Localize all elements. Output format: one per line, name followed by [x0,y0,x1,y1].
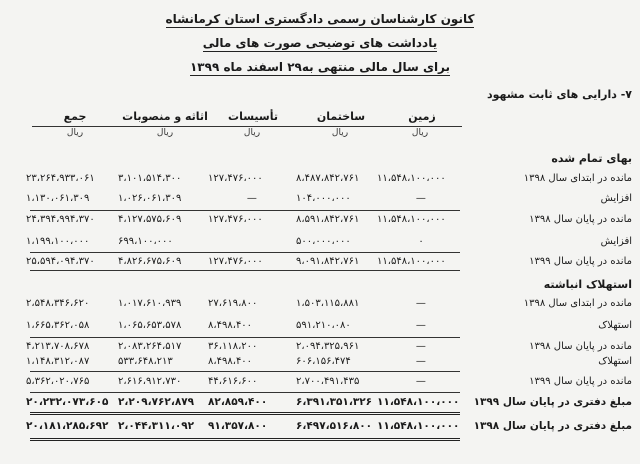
cell-furniture: ۱،۰۱۷،۶۱۰،۹۳۹ [118,298,182,309]
cell-building: ۹،۰۹۱،۸۴۲،۷۶۱ [296,256,360,267]
cell-furniture: ۱،۰۲۶،۰۶۱،۳۰۹ [118,193,182,204]
row-label: مانده در ابتدای سال ۱۳۹۸ [523,298,632,309]
cell-total: ۱،۱۴۸،۳۱۲،۰۸۷ [26,356,90,367]
column-header-furniture: اثاثه و منصوبات [122,110,208,123]
unit-label-land: ریال [411,128,429,138]
column-header-installations: تأسیسات [228,110,278,123]
cell-installations: ۸۲،۸۵۹،۴۰۰ [208,396,268,408]
table-row [0,356,640,372]
cell-installations: — [246,193,258,204]
cell-building: ۵۹۱،۲۱۰،۰۸۰ [296,320,351,331]
cell-building: ۸،۵۹۱،۸۴۲،۷۶۱ [296,214,360,225]
cell-installations: ۱۲۷،۴۷۶،۰۰۰ [208,214,263,225]
row-label: مانده در پایان سال ۱۳۹۸ [529,214,632,225]
row-label: استهلاک [598,320,632,331]
cell-building: ۲،۷۰۰،۴۹۱،۴۳۵ [296,376,360,387]
column-header-land: زمین [408,110,436,123]
cell-furniture: ۵۳۳،۶۴۸،۲۱۳ [118,356,173,367]
cell-land: — [415,193,427,204]
cell-furniture: ۴،۸۲۶،۶۷۵،۶۰۹ [118,256,182,267]
document-subtitle: یادداشت های توضیحی صورت های مالی [202,36,438,50]
cell-building: ۱،۵۰۳،۱۱۵،۸۸۱ [296,298,360,309]
table-row [0,193,640,209]
row-label: استهلاک [598,356,632,367]
cell-land: — [415,341,427,352]
table-row [0,320,640,336]
row-label: مانده در پایان سال ۱۳۹۹ [529,376,632,387]
cell-land: ۱۱،۵۴۸،۱۰۰،۰۰۰ [377,214,446,225]
document-org-title: کانون کارشناسان رسمی دادگستری استان کرمانشاه [165,12,475,26]
total-row [0,420,640,436]
document-period: برای سال مالی منتهی به۲۹ اسفند ماه ۱۳۹۹ [189,60,451,74]
cell-total: ۴،۲۱۳،۷۰۸،۶۷۸ [26,341,90,352]
rule-line [30,392,460,393]
cell-total: ۲۵،۵۹۴،۰۹۴،۳۷۰ [26,256,95,267]
cell-total: ۵،۳۶۲،۰۲۰،۷۶۵ [26,376,90,387]
cell-furniture: ۴،۱۲۷،۵۷۵،۶۰۹ [118,214,182,225]
cell-installations: ۴۴،۶۱۶،۶۰۰ [208,376,258,387]
cell-total: ۲،۵۴۸،۳۴۶،۶۲۰ [26,298,90,309]
unit-label-furniture: ریال [156,128,174,138]
cost-section-title: بهای تمام شده [551,152,632,165]
depreciation-section-title: استهلاک انباشته [543,278,632,291]
cell-total: ۱،۱۳۰،۰۶۱،۳۰۹ [26,193,90,204]
total-row [0,396,640,412]
rule-line [30,371,460,372]
unit-label-building: ریال [331,128,349,138]
row-label: افزایش [600,236,632,247]
row-label: مانده در پایان سال ۱۳۹۹ [529,256,632,267]
cell-installations: ۹۱،۳۵۷،۸۰۰ [208,420,268,432]
row-label: مانده در ابتدای سال ۱۳۹۸ [523,173,632,184]
cell-installations: ۸،۴۹۸،۴۰۰ [208,320,253,331]
cell-furniture: ۲،۰۸۳،۲۶۴،۵۱۷ [118,341,182,352]
cell-total: ۲۴،۳۹۴،۹۹۴،۳۷۰ [26,214,95,225]
cell-land: ۱۱،۵۴۸،۱۰۰،۰۰۰ [377,173,446,184]
cell-land: — [415,320,427,331]
cell-total: ۲۰،۱۸۱،۲۸۵،۶۹۲ [26,420,109,432]
cell-furniture: ۲،۶۱۶،۹۱۲،۷۳۰ [118,376,182,387]
table-row [0,214,640,230]
cell-land: ۱۱،۵۴۸،۱۰۰،۰۰۰ [377,256,446,267]
cell-total: ۱،۱۹۹،۱۰۰،۰۰۰ [26,236,90,247]
cell-furniture: ۱،۰۶۵،۶۵۳،۵۷۸ [118,320,182,331]
cell-land: ۱۱،۵۴۸،۱۰۰،۰۰۰ [377,420,460,432]
double-rule-line [30,412,460,415]
cell-building: ۲،۰۹۴،۳۲۵،۹۶۱ [296,341,360,352]
cell-building: ۵۰۰،۰۰۰،۰۰۰ [296,236,351,247]
row-label: مبلغ دفتری در پایان سال ۱۳۹۹ [473,396,632,408]
row-label: مبلغ دفتری در پایان سال ۱۳۹۸ [473,420,632,432]
unit-label-installations: ریال [243,128,261,138]
cell-installations: ۲۷،۶۱۹،۸۰۰ [208,298,258,309]
cell-furniture: ۲،۲۰۹،۷۶۲،۸۷۹ [118,396,195,408]
double-rule-line [30,438,460,441]
table-row [0,376,640,392]
cell-installations: ۱۲۷،۴۷۶،۰۰۰ [208,256,263,267]
row-label: مانده در پایان سال ۱۳۹۸ [529,341,632,352]
cell-land: — [415,298,427,309]
cell-installations: ۸،۴۹۸،۴۰۰ [208,356,253,367]
cell-total: ۱،۶۶۵،۳۶۲،۰۵۸ [26,320,90,331]
table-row [0,236,640,252]
cell-installations: ۱۲۷،۴۷۶،۰۰۰ [208,173,263,184]
cell-installations: ۳۶،۱۱۸،۲۰۰ [208,341,258,352]
cell-building: ۸،۴۸۷،۸۴۲،۷۶۱ [296,173,360,184]
row-label: افزایش [600,193,632,204]
cell-building: ۶،۳۹۱،۳۵۱،۳۲۶ [296,396,373,408]
column-header-building: ساختمان [316,110,366,123]
column-header-total: جمع [63,110,87,123]
table-row [0,298,640,314]
cell-land: — [415,376,427,387]
cell-land: — [415,356,427,367]
cell-building: ۶۰۶،۱۵۶،۴۷۴ [296,356,351,367]
cell-total: ۲۳،۲۶۴،۹۳۳،۰۶۱ [26,173,95,184]
rule-line [30,252,460,253]
table-row [0,341,640,357]
cell-building: ۶،۴۹۷،۵۱۶،۸۰۰ [296,420,373,432]
rule-line [30,270,460,271]
section-title: ۷- دارایی های ثابت مشهود [486,88,632,101]
cell-furniture: ۲،۰۴۴،۳۱۱،۰۹۲ [118,420,195,432]
cell-total: ۲۰،۲۳۲،۰۷۳،۶۰۵ [26,396,109,408]
cell-furniture: ۳،۱۰۱،۵۱۴،۳۰۰ [118,173,182,184]
cell-land: ۱۱،۵۴۸،۱۰۰،۰۰۰ [377,396,460,408]
cell-land: ۰ [418,236,424,247]
header-underline [32,126,462,127]
rule-line [30,337,460,338]
cell-building: ۱۰۴،۰۰۰،۰۰۰ [296,193,351,204]
rule-line [30,210,460,211]
table-row [0,173,640,189]
cell-furniture: ۶۹۹،۱۰۰،۰۰۰ [118,236,173,247]
unit-label-total: ریال [66,128,84,138]
